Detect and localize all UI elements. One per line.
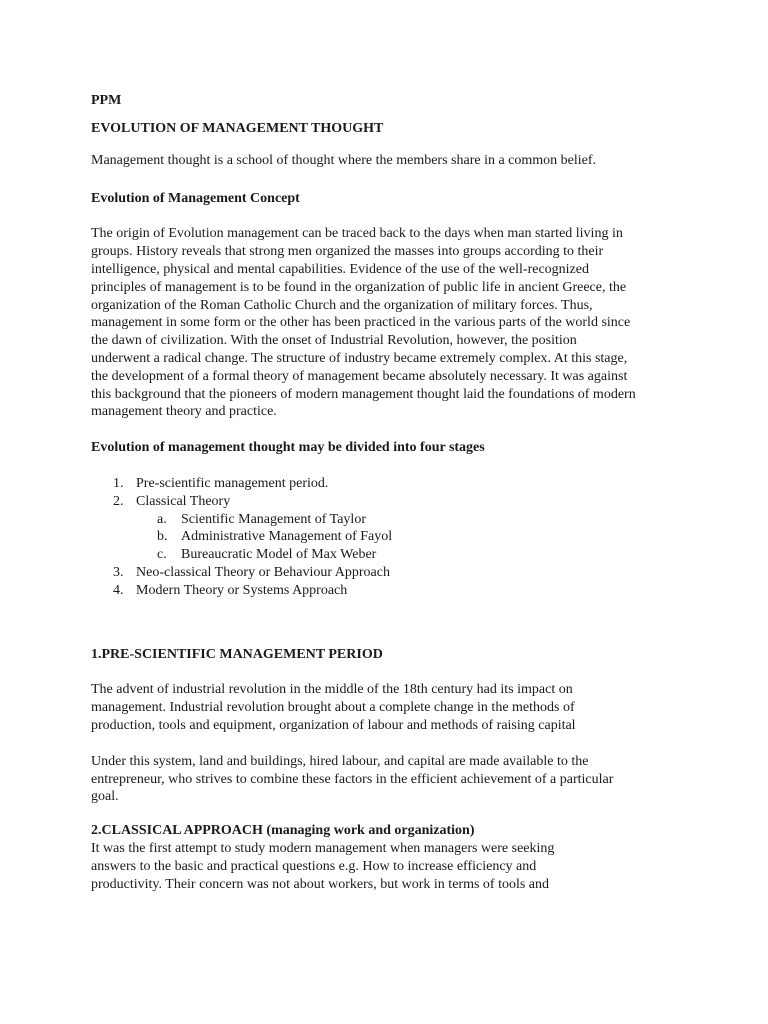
classical-sublist	[136, 511, 691, 564]
text-line: organization of the Roman Catholic Church and the organization of military forces. Thus,	[91, 297, 593, 313]
text-line: management in some form or the other has been practiced in the various parts of the world since	[91, 315, 631, 331]
document-body	[91, 92, 691, 893]
list-number: 2.	[113, 493, 124, 509]
list-number: 3.	[113, 564, 124, 580]
sublist-letter: a.	[157, 511, 167, 527]
list-item	[113, 564, 691, 582]
text-line: groups. History reveals that strong men organized the masses into groups according to their	[91, 244, 604, 260]
stages-heading: Evolution of management thought may be divided into four stages	[91, 440, 485, 456]
sublist-item	[157, 511, 691, 529]
text-line: Under this system, land and buildings, hired labour, and capital are made available to the	[91, 753, 589, 769]
text-line: intelligence, physical and mental capabilities. Evidence of the use of the well-recognized	[91, 261, 589, 277]
text-line: underwent a radical change. The structure of industry became extremely complex. At this stage,	[91, 350, 628, 366]
text-line: this background that the pioneers of modern management thought laid the foundations of modern	[91, 386, 636, 402]
sublist-item	[157, 546, 691, 564]
text-line: production, tools and equipment, organization of labour and methods of raising capital	[91, 717, 576, 733]
list-number: 1.	[113, 475, 124, 491]
list-item	[113, 475, 691, 493]
text-line: goal.	[91, 789, 119, 805]
sublist-letter: c.	[157, 547, 167, 563]
section-spacer	[91, 600, 691, 646]
list-item-label: Classical Theory	[136, 493, 231, 509]
origin-paragraph	[91, 225, 691, 421]
text-line: The advent of industrial revolution in the middle of the 18th century had its impact on	[91, 682, 573, 698]
classical-approach-heading: 2.CLASSICAL APPROACH (managing work and organization)	[91, 823, 475, 839]
text-line: the dawn of civilization. With the onset of Industrial Revolution, however, the position	[91, 333, 577, 349]
text-line: The origin of Evolution management can be traced back to the days when man started living in	[91, 226, 623, 242]
text-line: principles of management is to be found in the organization of public life in ancient Greece, the	[91, 279, 627, 295]
text-line: management theory and practice.	[91, 404, 277, 420]
pre-scientific-heading: 1.PRE-SCIENTIFIC MANAGEMENT PERIOD	[91, 646, 383, 662]
sublist-item-label: Scientific Management of Taylor	[181, 511, 366, 527]
document-title: EVOLUTION OF MANAGEMENT THOUGHT	[91, 121, 384, 136]
list-item	[113, 582, 691, 600]
sublist-item-label: Bureaucratic Model of Max Weber	[181, 547, 377, 563]
sublist-letter: b.	[157, 529, 168, 545]
document-code: PPM	[91, 93, 122, 108]
list-number: 4.	[113, 582, 124, 598]
list-item-label: Pre-scientific management period.	[136, 475, 329, 491]
text-line: the development of a formal theory of management became absolutely necessary. It was against	[91, 368, 628, 384]
text-line: management. Industrial revolution brought about a complete change in the methods of	[91, 700, 575, 716]
list-item-label: Modern Theory or Systems Approach	[136, 582, 348, 598]
text-line: answers to the basic and practical questions e.g. How to increase efficiency and	[91, 858, 537, 874]
stages-list	[91, 475, 691, 600]
list-item-label: Neo-classical Theory or Behaviour Approach	[136, 564, 390, 580]
definition-paragraph: Management thought is a school of thought where the members share in a common belief.	[91, 152, 597, 168]
advent-paragraph	[91, 681, 691, 734]
system-paragraph	[91, 753, 691, 806]
text-line: entrepreneur, who strives to combine these factors in the efficient achievement of a particular	[91, 771, 614, 787]
text-line: It was the first attempt to study modern management when managers were seeking	[91, 840, 555, 856]
sublist-item-label: Administrative Management of Fayol	[181, 529, 393, 545]
sublist-item	[157, 528, 691, 546]
text-line: productivity. Their concern was not about workers, but work in terms of tools and	[91, 876, 550, 892]
concept-heading: Evolution of Management Concept	[91, 190, 300, 206]
classical-paragraph	[91, 840, 691, 893]
list-item	[113, 493, 691, 564]
